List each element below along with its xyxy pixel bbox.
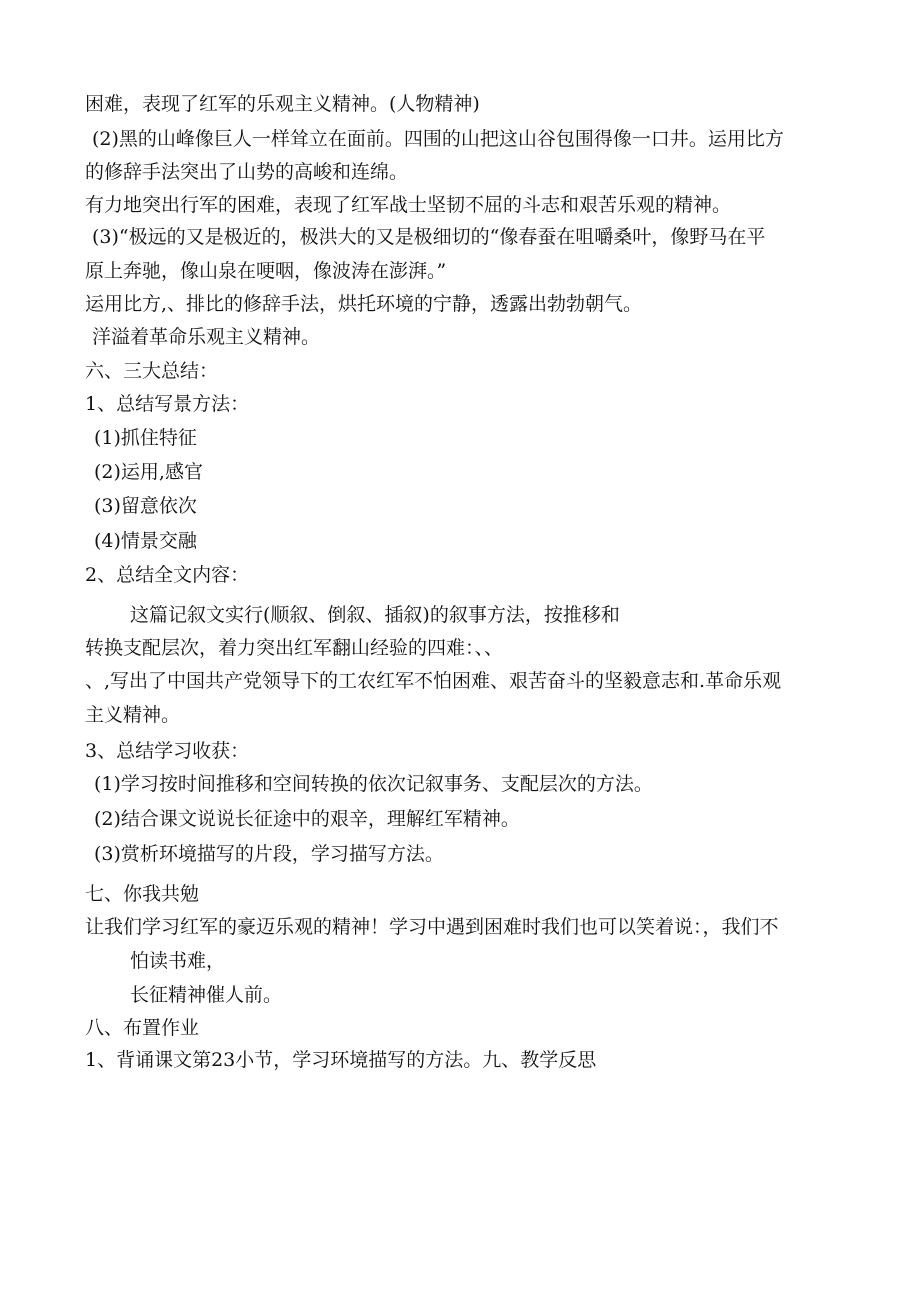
text-line: 长征精神催人前。 [130, 984, 283, 1006]
text-line: 这篇记叙文实行(顺叙、倒叙、插叙)的叙事方法，按推移和 [130, 604, 620, 626]
section-heading: 六、三大总结： [85, 360, 219, 382]
section-heading: 八、布置作业 [85, 1017, 200, 1039]
list-item: (2)结合课文说说长征途中的艰辛，理解红军精神。 [94, 808, 520, 830]
text-line: 洋溢着革命乐观主义精神。 [92, 326, 321, 348]
text-line: 运用比方,、排比的修辞手法，烘托环境的宁静，透露出勃勃朝气。 [85, 293, 643, 315]
text-line: (2)黑的山峰像巨人一样耸立在面前。四围的山把这山谷包围得像一口井。运用比方 [92, 128, 784, 150]
list-item: (2)运用,感官 [94, 461, 203, 483]
section-heading: 七、你我共勉 [85, 883, 200, 905]
list-item: (3)留意依次 [94, 495, 197, 517]
list-item: (3)赏析环境描写的片段，学习描写方法。 [94, 843, 444, 865]
text-line: (3)“极远的又是极近的，极洪大的又是极细切的“像春蚕在咀嚼桑叶，像野马在平 [92, 226, 766, 248]
text-line: 怕读书难， [130, 950, 226, 972]
list-item: (4)情景交融 [94, 530, 197, 552]
text-line: 原上奔驰，像山泉在哽咽，像波涛在澎湃。” [85, 260, 447, 282]
subsection-heading: 3、总结学习收获： [85, 740, 250, 762]
subsection-heading: 2、总结全文内容： [85, 564, 250, 586]
text-line: 主义精神。 [85, 704, 181, 726]
list-item: (1)学习按时间推移和空间转换的依次记叙事务、支配层次的方法。 [94, 773, 653, 795]
text-line: 困难，表现了红军的乐观主义精神。(人物精神) [85, 93, 480, 115]
text-line: 转换支配层次，着力突出红军翻山经验的四难：、、 [85, 637, 504, 659]
text-line: 的修辞手法突出了山势的高峻和连绵。 [85, 161, 409, 183]
text-line: 1、背诵课文第23小节，学习环境描写的方法。九、教学反思 [85, 1049, 597, 1071]
text-line: 让我们学习红军的豪迈乐观的精神！学习中遇到困难时我们也可以笑着说：，我们不 [85, 916, 779, 938]
text-line: 、,写出了中国共产党领导下的工农红军不怕困难、艰苦奋斗的坚毅意志和.革命乐观 [85, 670, 782, 692]
list-item: (1)抓住特征 [94, 427, 197, 449]
text-line: 有力地突出行军的困难，表现了红军战士坚韧不屈的斗志和艰苦乐观的精神。 [85, 194, 732, 216]
subsection-heading: 1、总结写景方法： [85, 393, 250, 415]
